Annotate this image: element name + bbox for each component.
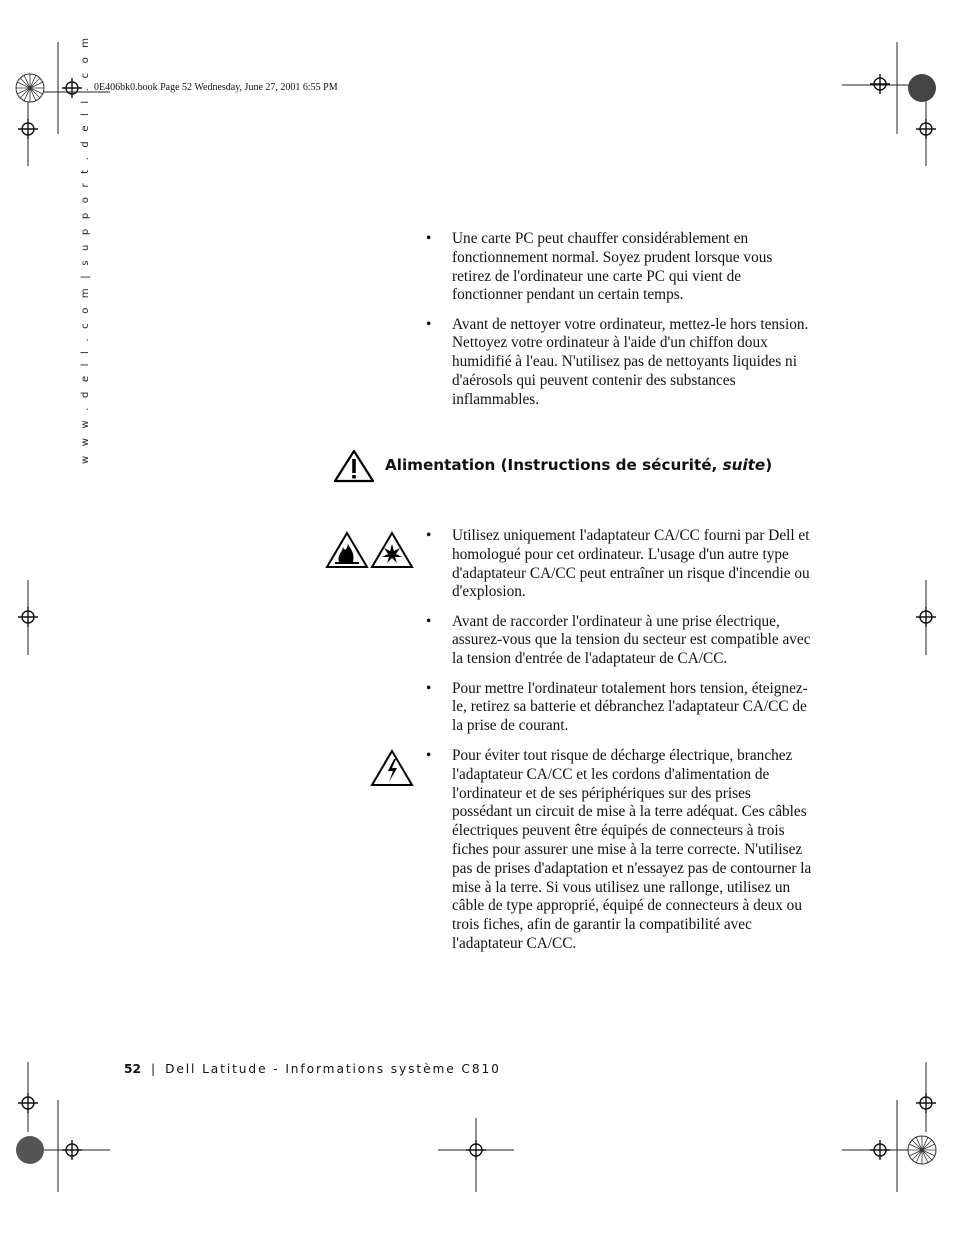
top-bullet-list [426, 230, 812, 420]
list-item: • Pour mettre l'ordinateur totalement hors tension, éteignez-le, retirez sa batterie et débranchez l'adaptateur CA/CC de la prise de courant. [426, 680, 812, 736]
warning-triangle-icon [333, 449, 375, 483]
list-item: • Avant de raccorder l'ordinateur à une prise électrique, assurez-vous que la tension du secteur est compatible avec la tension d'entrée de l'adaptateur de CA/CC. [426, 613, 812, 669]
page-number: 52 [124, 1062, 141, 1076]
shock-bullet-list [426, 747, 812, 964]
electric-shock-icon [370, 749, 414, 787]
side-url: w w w . d e l l . c o m | s u p p o r t . d e l l . c o m [80, 34, 91, 464]
page-footer [124, 1062, 501, 1076]
list-item: • Pour éviter tout risque de décharge électrique, branchez l'adaptateur CA/CC et les cordons d'alimentation de l'ordinateur et de ses périphériques sur des prises possédant un circuit de mise à la terre adéquat. Ces câbles électriques peuvent être équipés de connecteurs à trois fiches pour assurer une mise à la terre correcte. N'utilisez pas de prises d'adaptation et n'essayez pas de contourner la mise à la terre. Si vous utilisez une rallonge, utilisez un câble de type approprié, équipé de connecteurs à deux ou trois fiches, afin de garantir la compatibilité avec l'adaptateur CA/CC. [426, 747, 812, 954]
power-bullet-list [426, 527, 812, 746]
section-heading: Alimentation (Instructions de sécurité, suite) [385, 456, 773, 474]
list-item: • Utilisez uniquement l'adaptateur CA/CC fourni par Dell et homologué pour cet ordinateur. L'usage d'un autre type d'adaptateur CA/CC peut entraîner un risque d'incendie ou d'explosion. [426, 527, 812, 602]
list-item: • Avant de nettoyer votre ordinateur, mettez-le hors tension. Nettoyez votre ordinateur à l'aide d'un chiffon doux humidifié à l'eau. N'utilisez pas de nettoyants liquides ni d'aérosols qui peuvent contenir des substances inflammables. [426, 316, 812, 410]
explosion-hazard-icon [370, 531, 414, 569]
footer-separator: | [150, 1062, 156, 1076]
footer-doc-title: Dell Latitude - Informations système C810 [165, 1062, 501, 1076]
list-item: • Une carte PC peut chauffer considérablement en fonctionnement normal. Soyez prudent lorsque vous retirez de l'ordinateur une carte PC qui vient de fonctionner pendant un certain temps. [426, 230, 812, 305]
fire-hazard-icon [325, 531, 369, 569]
print-header: 0E406bk0.book Page 52 Wednesday, June 27, 2001 6:55 PM [94, 82, 338, 93]
